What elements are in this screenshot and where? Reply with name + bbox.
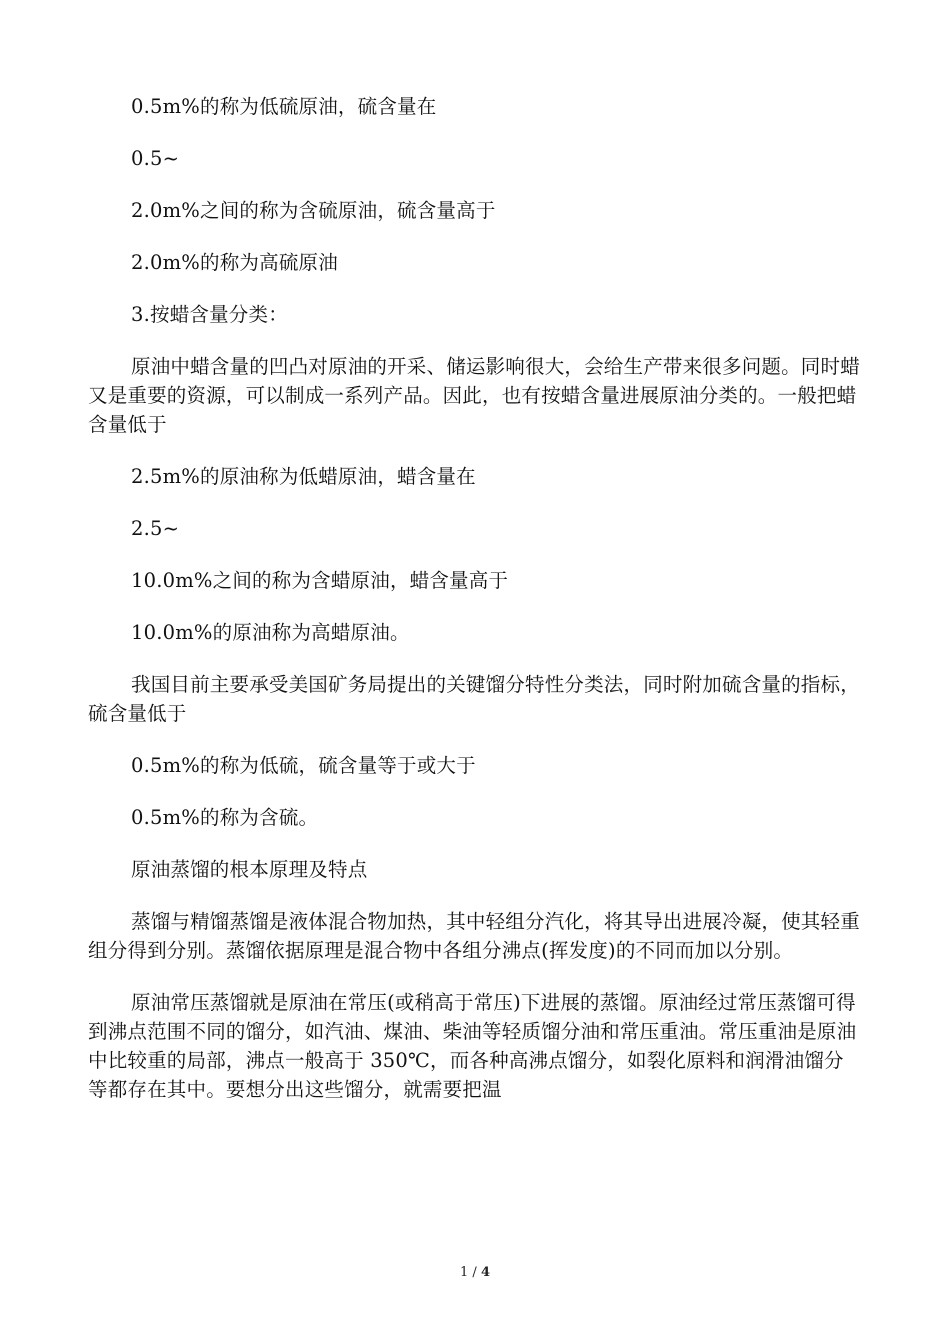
current-page-number: 1 [460,1265,469,1280]
paragraph-6: 原油中蜡含量的凹凸对原油的开采、储运影响很大，会给生产带来很多问题。同时蜡又是重要的资源，可以制成一系列产品。因此，也有按蜡含量进展原油分类的。一般把蜡含量低于 [88,355,860,436]
page-separator: / [468,1265,481,1280]
paragraph-3: 2.0m%之间的称为含硫原油，硫含量高于 [131,199,496,222]
paragraph-10: 10.0m%的原油称为高蜡原油。 [131,621,410,644]
paragraph-16: 原油常压蒸馏就是原油在常压(或稍高于常压)下进展的蒸馏。原油经过常压蒸馏可得到沸点范围不同的馏分，如汽油、煤油、柴油等轻质馏分油和常压重油。常压重油是原油中比较重的局部，沸点一般高于 350℃，而各种高沸点馏分，如裂化原料和润滑油馏分等都存在其中。要想分出这些馏分，就需要把温 [88,991,857,1101]
paragraph-5: 3.按蜡含量分类： [131,303,288,326]
section-heading: 原油蒸馏的根本原理及特点 [131,858,368,881]
total-pages: 4 [480,1265,490,1280]
paragraph-12: 0.5m%的称为低硫，硫含量等于或大于 [131,754,476,777]
page-footer [0,1265,950,1280]
paragraph-1: 0.5m%的称为低硫原油，硫含量在 [131,95,437,118]
paragraph-11: 我国目前主要承受美国矿务局提出的关键馏分特性分类法，同时附加硫含量的指标，硫含量低于 [88,673,860,725]
paragraph-7: 2.5m%的原油称为低蜡原油，蜡含量在 [131,465,476,488]
paragraph-8: 2.5~ [131,517,180,540]
paragraph-4: 2.0m%的称为高硫原油 [131,251,338,274]
paragraph-2: 0.5~ [131,147,180,170]
paragraph-13: 0.5m%的称为含硫。 [131,806,319,829]
paragraph-9: 10.0m%之间的称为含蜡原油，蜡含量高于 [131,569,509,592]
document-body [88,92,863,1104]
paragraph-15: 蒸馏与精馏蒸馏是液体混合物加热，其中轻组分汽化，将其导出进展冷凝，使其轻重组分得到分别。蒸馏依据原理是混合物中各组分沸点(挥发度)的不同而加以分别。 [88,910,860,962]
